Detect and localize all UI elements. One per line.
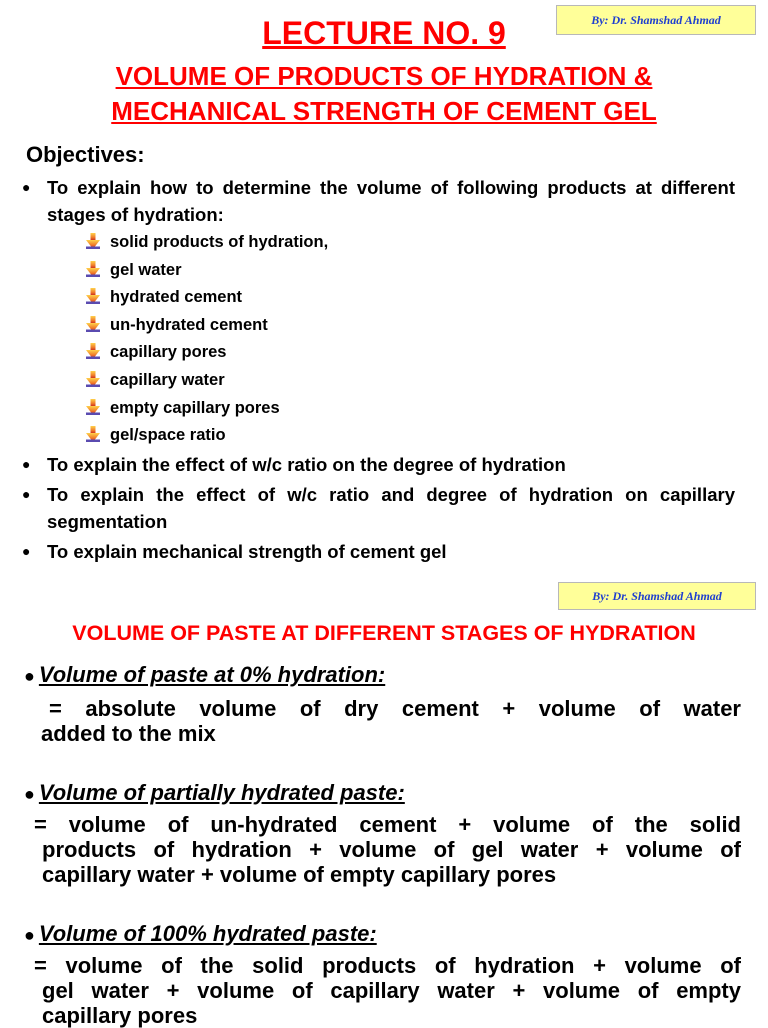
objective-item — [22, 174, 735, 228]
objectives-heading: Objectives: — [26, 142, 145, 167]
products-list — [86, 229, 328, 450]
lecture-title: LECTURE NO. 9 — [262, 15, 506, 51]
volume-heading-label: Volume of partially hydrated paste: — [38, 780, 405, 805]
objective-text: To explain mechanical strength of cement gel — [47, 541, 447, 562]
down-arrow-icon — [86, 261, 100, 277]
bullet-dot-icon: ● — [22, 543, 31, 559]
objective-item — [22, 538, 735, 565]
product-label: gel water — [110, 260, 182, 279]
down-arrow-icon — [86, 343, 100, 359]
product-label: gel/space ratio — [110, 426, 226, 445]
definition-line: = volume of the solid products of hydration + volume of — [34, 953, 741, 978]
down-arrow-icon — [86, 399, 100, 415]
definition-line: = absolute volume of dry cement + volume of water — [49, 696, 741, 721]
objective-text: To explain how to determine the volume of following products at different stages of hydration: — [47, 177, 735, 225]
list-item — [86, 422, 328, 450]
bullet-dot-icon: ● — [22, 486, 31, 502]
objective-item — [22, 481, 735, 535]
product-label: un-hydrated cement — [110, 315, 268, 334]
volume-definition — [41, 696, 741, 746]
list-item — [86, 367, 328, 395]
product-label: solid products of hydration, — [110, 233, 329, 251]
volume-heading-label: Volume of paste at 0% hydration: — [38, 662, 386, 687]
list-item — [86, 229, 328, 257]
list-item — [86, 257, 328, 285]
down-arrow-icon — [86, 288, 100, 304]
bullet-dot-icon: ● — [22, 179, 31, 195]
subtitle-line-2: MECHANICAL STRENGTH OF CEMENT GEL — [111, 96, 657, 126]
subtitle-line-1: VOLUME OF PRODUCTS OF HYDRATION & — [115, 61, 653, 91]
list-item — [86, 339, 328, 367]
bullet-dot-icon: ● — [24, 666, 35, 686]
objective-text: To explain the effect of w/c ratio and degree of hydration on capillary segmentation — [47, 484, 735, 532]
author-tag: By: Dr. Shamshad Ahmad — [558, 582, 756, 610]
down-arrow-icon — [86, 316, 100, 332]
down-arrow-icon — [86, 371, 100, 387]
list-item — [86, 395, 328, 423]
product-label: capillary pores — [110, 343, 227, 362]
down-arrow-icon — [86, 426, 100, 442]
definition-line: gel water + volume of capillary water + volume of empty — [42, 978, 741, 1003]
product-label: hydrated cement — [110, 288, 243, 307]
down-arrow-icon — [86, 233, 100, 249]
volume-heading — [24, 661, 385, 690]
volume-heading — [24, 779, 405, 808]
volume-heading — [24, 920, 377, 949]
objective-item — [22, 451, 735, 478]
objective-text: To explain the effect of w/c ratio on the degree of hydration — [47, 454, 566, 475]
bullet-dot-icon: ● — [24, 784, 35, 804]
list-item — [86, 284, 328, 312]
volume-heading-label: Volume of 100% hydrated paste: — [38, 921, 377, 946]
list-item — [86, 312, 328, 340]
definition-line: capillary water + volume of empty capillary pores — [42, 862, 557, 887]
definition-line: added to the mix — [41, 721, 216, 746]
section-title: VOLUME OF PASTE AT DIFFERENT STAGES OF HYDRATION — [72, 621, 696, 645]
volume-definition — [34, 812, 741, 887]
definition-line: = volume of un-hydrated cement + volume of the solid — [34, 812, 741, 837]
bullet-dot-icon: ● — [24, 925, 35, 945]
volume-definition — [34, 953, 741, 1028]
definition-line: capillary pores — [42, 1003, 198, 1028]
author-tag: By: Dr. Shamshad Ahmad — [556, 5, 756, 35]
definition-line: products of hydration + volume of gel water + volume of — [42, 837, 741, 862]
product-label: empty capillary pores — [110, 398, 280, 417]
bullet-dot-icon: ● — [22, 456, 31, 472]
product-label: capillary water — [110, 370, 225, 389]
